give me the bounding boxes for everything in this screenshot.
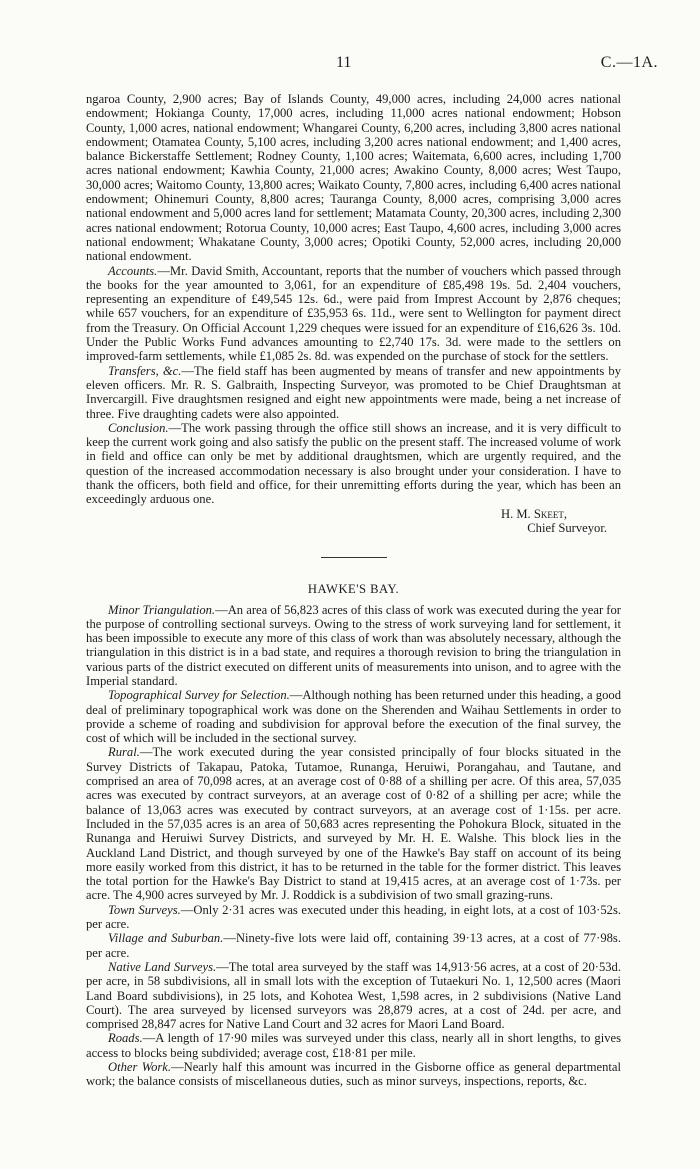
paragraph-heading: Town Surveys. <box>108 902 181 917</box>
paragraph-text: —An area of 56,823 acres of this class of work was executed during the year for the purpose of controlling sectional surveys. Owing to the stress of work surveying land for settlement, it has been impossible to execute any more of this class of work than was absolutely necessary, although the triangulation in this district is in a bad state, and requires a thorough revision to bring the triangulation in various parts of the district executed on different units of measurements into unison, and to agree with the Imperial standard. <box>86 602 621 688</box>
paragraph-text: —The work executed during the year consisted principally of four blocks situated in the Survey Districts of Takapau, Patoka, Tutamoe, Runanga, Heruiwi, Porangahau, and Tautane, and comprised an area of 70,098 acres, at an average cost of 0·88 of a shilling per acre. Of this area, 57,035 acres was executed by contract surveyors, at an average cost of 0·82 of a shilling per acre; while the balance of 13,063 acres was executed by contract surveyors, at an average cost of 1·15s. per acre. Included in the 57,035 acres is an area of 50,683 acres representing the Pohokura Block, situated in the Runanga and Heruiwi Survey Districts, and surveyed by Mr. H. E. Walshe. This block lies in the Auckland Land District, and though surveyed by one of the Hawke's Bay staff on account of its being more easily worked from this district, it has to be returned in the table for the former district. This leaves the total portion for the Hawke's Bay District to stand at 19,415 acres, at an average cost of 1·73s. per acre. The 4,900 acres surveyed by Mr. J. Roddick is a subdivision of two small grazing-runs. <box>86 745 621 903</box>
paragraph-text: —Ninety-five lots were laid off, containing 39·13 acres, at a cost of 77·98s. per acre. <box>86 931 621 960</box>
page-number: 11 <box>336 54 352 71</box>
paragraph-minor-triangulation <box>86 603 621 689</box>
paragraph-text: —Only 2·31 acres was executed under this heading, in eight lots, at a cost of 103·52s. per acre. <box>86 902 621 932</box>
paragraph-heading: Transfers, &c. <box>108 363 182 378</box>
paragraph-heading: Rural. <box>108 745 140 760</box>
paragraph-heading: Roads. <box>108 1031 143 1046</box>
signature-name: H. M. Skeet, <box>500 506 567 521</box>
paragraph-heading: Conclusion. <box>108 420 169 435</box>
paragraph-text: —The field staff has been augmented by means of transfer and new appointments by eleven officers. Mr. R. S. Galbraith, Inspecting Surveyor, was promoted to be Chief Draughtsman at Invercargill. Five draughtsmen resigned and eight new appointments were made, being a net increase of three. Five draughting cadets were also appointed. <box>86 363 621 421</box>
section-divider <box>321 557 387 558</box>
document-reference: C.—1A. <box>600 54 658 71</box>
continuation-paragraph: ngaroa County, 2,900 acres; Bay of Islands County, 49,000 acres, including 24,000 acres national endowment; Hokianga County, 17,000 acres, including 11,000 acres national endowment; Hobson County, 1,000 acres, national endowment; Whangarei County, 6,200 acres, including 3,800 acres national endowment; Otamatea County, 5,100 acres, including 3,200 acres national endowment; and 1,400 acres, balance Bickerstaffe Settlement; Rodney County, 1,100 acres; Waitemata, 6,600 acres, including 1,700 acres national endowment; Kawhia County, 21,000 acres; Awakino County, 8,000 acres; West Taupo, 30,000 acres; Waitomo County, 13,800 acres; Waikato County, 7,800 acres, including 6,400 acres national endowment; Ohinemuri County, 8,800 acres; Tauranga County, 8,000 acres, comprising 3,000 acres national endowment and 5,000 acres land for settlement; Matamata County, 20,300 acres, including 2,300 acres national endowment; Rotorua County, 10,000 acres; East Taupo, 4,600 acres, including 3,000 acres national endowment; Whakatane County, 3,000 acres; Opotiki County, 52,000 acres, including 20,000 national endowment. <box>86 92 621 264</box>
paragraph-town-surveys <box>86 903 621 932</box>
page-body <box>86 92 621 1089</box>
paragraph-other-work <box>86 1060 621 1089</box>
paragraph-heading: Minor Triangulation. <box>108 602 216 617</box>
paragraph-text: —Although nothing has been returned under this heading, a good deal of preliminary topographical work was done on the Sherenden and Waihau Settlements in order to provide a scheme of roading and subdivision for approval before the execution of the final survey, the cost of which will be included in the sectional survey. <box>86 688 621 746</box>
paragraph-heading: Accounts. <box>108 263 158 278</box>
paragraph-native-land-surveys <box>86 960 621 1031</box>
paragraph-transfers <box>86 364 621 421</box>
paragraph-heading: Native Land Surveys. <box>108 959 217 974</box>
paragraph-text: —Nearly half this amount was incurred in the Gisborne office as general departmental work; the balance consists of miscellaneous duties, such as minor surveys, inspections, reports, &c. <box>86 1060 621 1089</box>
signature-title: Chief Surveyor. <box>527 520 607 535</box>
page-header <box>0 54 700 78</box>
paragraph-heading: Village and Suburban. <box>108 931 224 946</box>
paragraph-roads <box>86 1031 621 1060</box>
paragraph-conclusion <box>86 421 621 507</box>
paragraph-heading: Other Work. <box>108 1060 172 1074</box>
paragraph-text: —Mr. David Smith, Accountant, reports that the number of vouchers which passed through the books for the year amounted to 3,061, for an expenditure of £85,498 19s. 5d. 2,404 vouchers, representing an expenditure of £49,545 12s. 6d., were paid from Imprest Account by 2,876 cheques; while 657 vouchers, for an expenditure of £35,953 6s. 11d., were sent to Wellington for payment direct from the Treasury. On Official Account 1,229 cheques were issued for an expenditure of £16,626 3s. 10d. Under the Public Works Fund advances amounting to £2,740 17s. 3d. were made to the settlers on improved-farm settlements, while £1,085 2s. 8d. was expended on the purchase of stock for the settlers. <box>86 263 621 364</box>
paragraph-text: —The work passing through the office still shows an increase, and it is very difficult to keep the current work going and also satisfy the public on the present staff. The increased volume of work in field and office can only be met by additional draughtsmen, which are urgently required, and the question of the increased accommodation necessary is also brought under your consideration. I have to thank the officers, both field and office, for their unremitting efforts during the year, which has been an exceedingly arduous one. <box>86 420 621 507</box>
paragraph-village-suburban <box>86 931 621 960</box>
paragraph-rural <box>86 745 621 902</box>
paragraph-accounts <box>86 264 621 364</box>
section-title: HAWKE'S BAY. <box>307 582 400 597</box>
paragraph-heading: Topographical Survey for Selection. <box>108 688 290 703</box>
paragraph-topographical-survey <box>86 688 621 745</box>
paragraph-text: —The total area surveyed by the staff was 14,913·56 acres, at a cost of 20·53d. per acre, in 58 subdivisions, all in small lots with the exception of Tutaekuri No. 1, 12,500 acres (Maori Land Board subdivisions), in 25 lots, and Kohotea West, 1,598 acres, in 2 subdivisions (Native Land Court). The area surveyed by licensed surveyors was 28,879 acres, at a cost of 24d. per acre, and comprised 28,847 acres for Native Land Court and 32 acres for Maori Land Board. <box>86 959 621 1032</box>
paragraph-text: —A length of 17·90 miles was surveyed under this class, nearly all in short lengths, to gives access to blocks being subdivided; average cost, £18·81 per mile. <box>86 1031 621 1060</box>
